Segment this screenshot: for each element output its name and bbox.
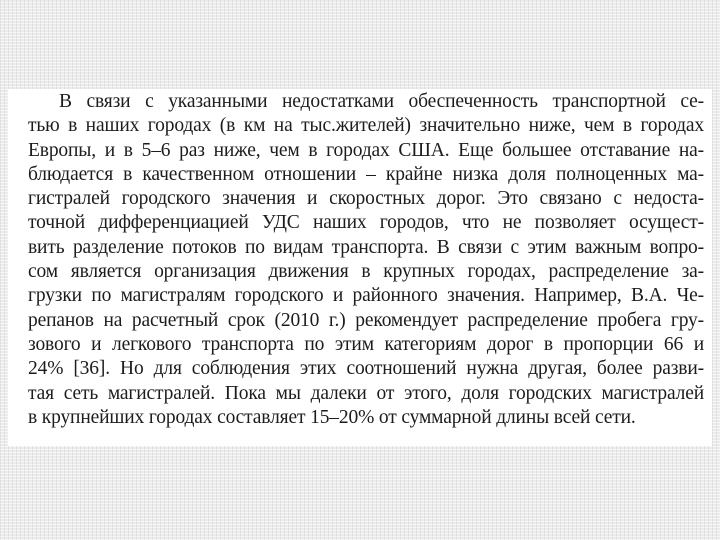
text-line: В связи с указанными недостатками обеспеченность транспортной се- [59, 91, 704, 112]
text-line: сом является организация движения в крупных городах, распределение за- [28, 261, 704, 283]
text-line: в крупнейших городах составляет 15–20% от суммарной длины всей сети. [28, 406, 636, 428]
text-line: гистралей городского значения и скоростных дорог. Это связано с недоста- [28, 188, 704, 210]
text-line: грузки по магистралям городского и районного значения. Например, В.А. Че- [28, 285, 704, 307]
text-line: тью в наших городах (в км на тыс.жителей) значительно ниже, чем в городах [28, 115, 704, 137]
text-line: репанов на расчетный срок (2010 г.) рекомендует распределение пробега гру- [28, 309, 704, 331]
text-line: зового и легкового транспорта по этим категориям дорог в пропорции 66 и [28, 333, 704, 355]
text-line: 24% [36]. Но для соблюдения этих соотношений нужна другая, более разви- [28, 358, 704, 380]
text-line: точной дифференциацией УДС наших городов, что не позволяет осущест- [28, 212, 704, 234]
text-line: Европы, и в 5–6 раз ниже, чем в городах США. Еще большее отставание на- [28, 139, 704, 161]
text-line: блюдается в качественном отношении – крайне низка доля полноценных ма- [28, 163, 704, 185]
text-line: вить разделение потоков по видам транспорта. В связи с этим важным вопро- [28, 236, 704, 258]
text-line: тая сеть магистралей. Пока мы далеки от этого, доля городских магистралей [28, 382, 704, 404]
scanned-text-block [8, 89, 712, 446]
paragraph [28, 90, 704, 430]
